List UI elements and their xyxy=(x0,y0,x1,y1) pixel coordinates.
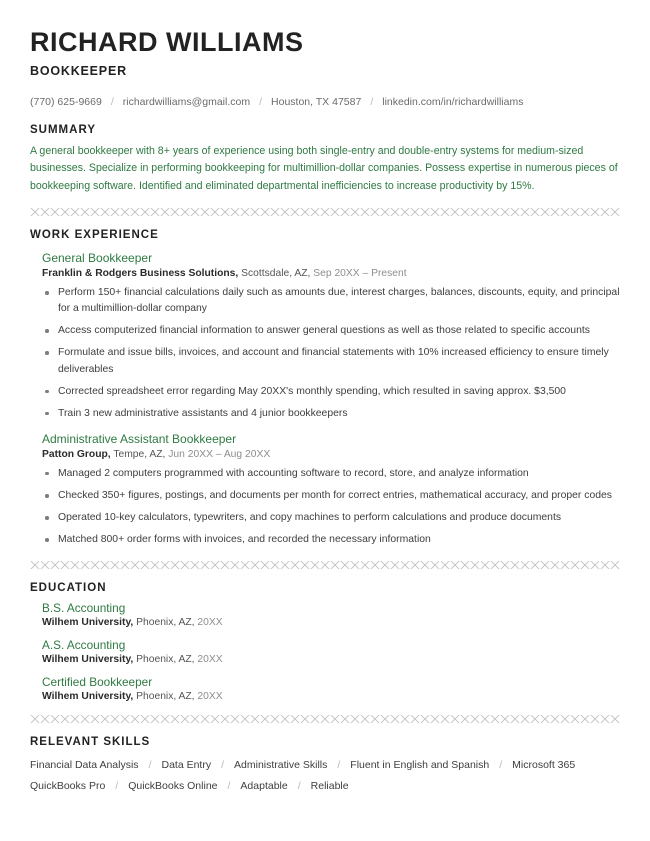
job-dates: Jun 20XX – Aug 20XX xyxy=(168,448,271,460)
skill-separator: / xyxy=(221,759,225,772)
education-year: 20XX xyxy=(197,617,223,629)
skill-separator: / xyxy=(297,780,301,793)
education-school: Wilhem University, xyxy=(42,617,134,629)
skill-separator: / xyxy=(337,759,341,772)
education-list xyxy=(42,601,620,702)
education-entry xyxy=(42,601,620,628)
job-role: General Bookkeeper xyxy=(42,251,153,266)
job-bullet-list xyxy=(42,466,620,549)
skill-item: QuickBooks Pro xyxy=(30,780,106,793)
job-meta xyxy=(42,268,620,279)
education-location: Phoenix, AZ, xyxy=(136,691,195,703)
job-bullet: Corrected spreadsheet error regarding May 20XX's monthly spending, which resulted in saving approx. $3,500 xyxy=(42,384,620,400)
education-school: Wilhem University, xyxy=(42,691,134,703)
section-divider xyxy=(30,560,620,570)
job-bullet: Operated 10-key calculators, typewriters, and copy machines to perform calculations and produce documents xyxy=(42,510,620,526)
skill-item: Financial Data Analysis xyxy=(30,759,139,772)
education-entry xyxy=(42,638,620,665)
summary-text: A general bookkeeper with 8+ years of experience using both single-entry and double-entry systems for medium-sized businesses. Specialize in performing bookkeeping for multimillion-dollar companies. Possess expertise in numerous pieces of bookkeeping software. Identified and eliminated departmental inefficiencies to increase productivity by 15%. xyxy=(30,144,618,192)
education-location: Phoenix, AZ, xyxy=(136,654,195,666)
skill-item: Adaptable xyxy=(240,780,288,793)
job-bullet: Train 3 new administrative assistants and 4 junior bookkeepers xyxy=(42,406,620,422)
education-degree: A.S. Accounting xyxy=(42,638,126,653)
education-section xyxy=(30,582,620,702)
contact-info-row xyxy=(30,96,620,108)
work-experience-list xyxy=(42,251,620,548)
skills-section xyxy=(30,736,620,797)
summary-heading: SUMMARY xyxy=(30,123,96,136)
skill-item: Reliable xyxy=(310,780,349,793)
skill-item: Administrative Skills xyxy=(234,759,328,772)
education-heading: EDUCATION xyxy=(30,582,107,595)
skill-item: Microsoft 365 xyxy=(512,759,576,772)
contact-item: (770) 625-9669 xyxy=(30,95,102,108)
summary-section xyxy=(30,124,620,195)
job-bullet: Matched 800+ order forms with invoices, and recorded the necessary information xyxy=(42,532,620,548)
education-school: Wilhem University, xyxy=(42,654,134,666)
candidate-name: RICHARD WILLIAMS xyxy=(30,27,304,57)
job-bullet: Managed 2 computers programmed with accounting software to record, store, and analyze information xyxy=(42,466,620,482)
job-bullet: Checked 350+ figures, postings, and documents per month for correct entries, mathematical accuracy, and proper codes xyxy=(42,488,620,504)
job-location: Tempe, AZ, xyxy=(113,448,166,460)
contact-item[interactable]: richardwilliams@gmail.com xyxy=(122,95,251,108)
contact-separator: / xyxy=(110,95,114,108)
candidate-job-title: BOOKKEEPER xyxy=(30,63,127,78)
skill-separator: / xyxy=(115,780,119,793)
education-degree: B.S. Accounting xyxy=(42,601,126,616)
skill-item: QuickBooks Online xyxy=(128,780,218,793)
job-meta xyxy=(42,449,620,460)
section-divider xyxy=(30,714,620,724)
contact-item[interactable]: linkedin.com/in/richardwilliams xyxy=(382,95,524,108)
job-bullet: Formulate and issue bills, invoices, and account and financial statements with 10% increased efficiency to ensure timely deliverables xyxy=(42,345,620,377)
work-experience-section xyxy=(30,229,620,548)
work-experience-heading: WORK EXPERIENCE xyxy=(30,229,159,242)
contact-separator: / xyxy=(370,95,374,108)
education-meta xyxy=(42,654,620,665)
section-divider xyxy=(30,207,620,217)
education-year: 20XX xyxy=(197,691,223,703)
contact-separator: / xyxy=(259,95,263,108)
job-employer: Franklin & Rodgers Business Solutions, xyxy=(42,268,239,280)
job-employer: Patton Group, xyxy=(42,448,111,460)
education-meta xyxy=(42,691,620,702)
education-year: 20XX xyxy=(197,654,223,666)
job-entry xyxy=(42,432,620,549)
job-role: Administrative Assistant Bookkeeper xyxy=(42,431,237,446)
education-entry xyxy=(42,675,620,702)
job-bullet: Access computerized financial information to answer general questions as well as those related to specific accounts xyxy=(42,323,620,339)
education-degree: Certified Bookkeeper xyxy=(42,675,153,690)
education-location: Phoenix, AZ, xyxy=(136,617,195,629)
job-entry xyxy=(42,251,620,422)
skill-item: Data Entry xyxy=(161,759,212,772)
job-dates: Sep 20XX – Present xyxy=(313,268,407,280)
job-location: Scottsdale, AZ, xyxy=(241,268,311,280)
skills-heading: RELEVANT SKILLS xyxy=(30,736,151,749)
job-bullet-list xyxy=(42,285,620,422)
skills-list xyxy=(30,755,620,797)
contact-item[interactable]: Houston, TX 47587 xyxy=(271,95,362,108)
education-meta xyxy=(42,617,620,628)
skill-separator: / xyxy=(499,759,503,772)
skill-separator: / xyxy=(148,759,152,772)
skill-item: Fluent in English and Spanish xyxy=(350,759,490,772)
skill-separator: / xyxy=(227,780,231,793)
job-bullet: Perform 150+ financial calculations daily such as amounts due, interest charges, balances, discounts, equity, and principal for a multimillion-dollar company xyxy=(42,285,620,317)
